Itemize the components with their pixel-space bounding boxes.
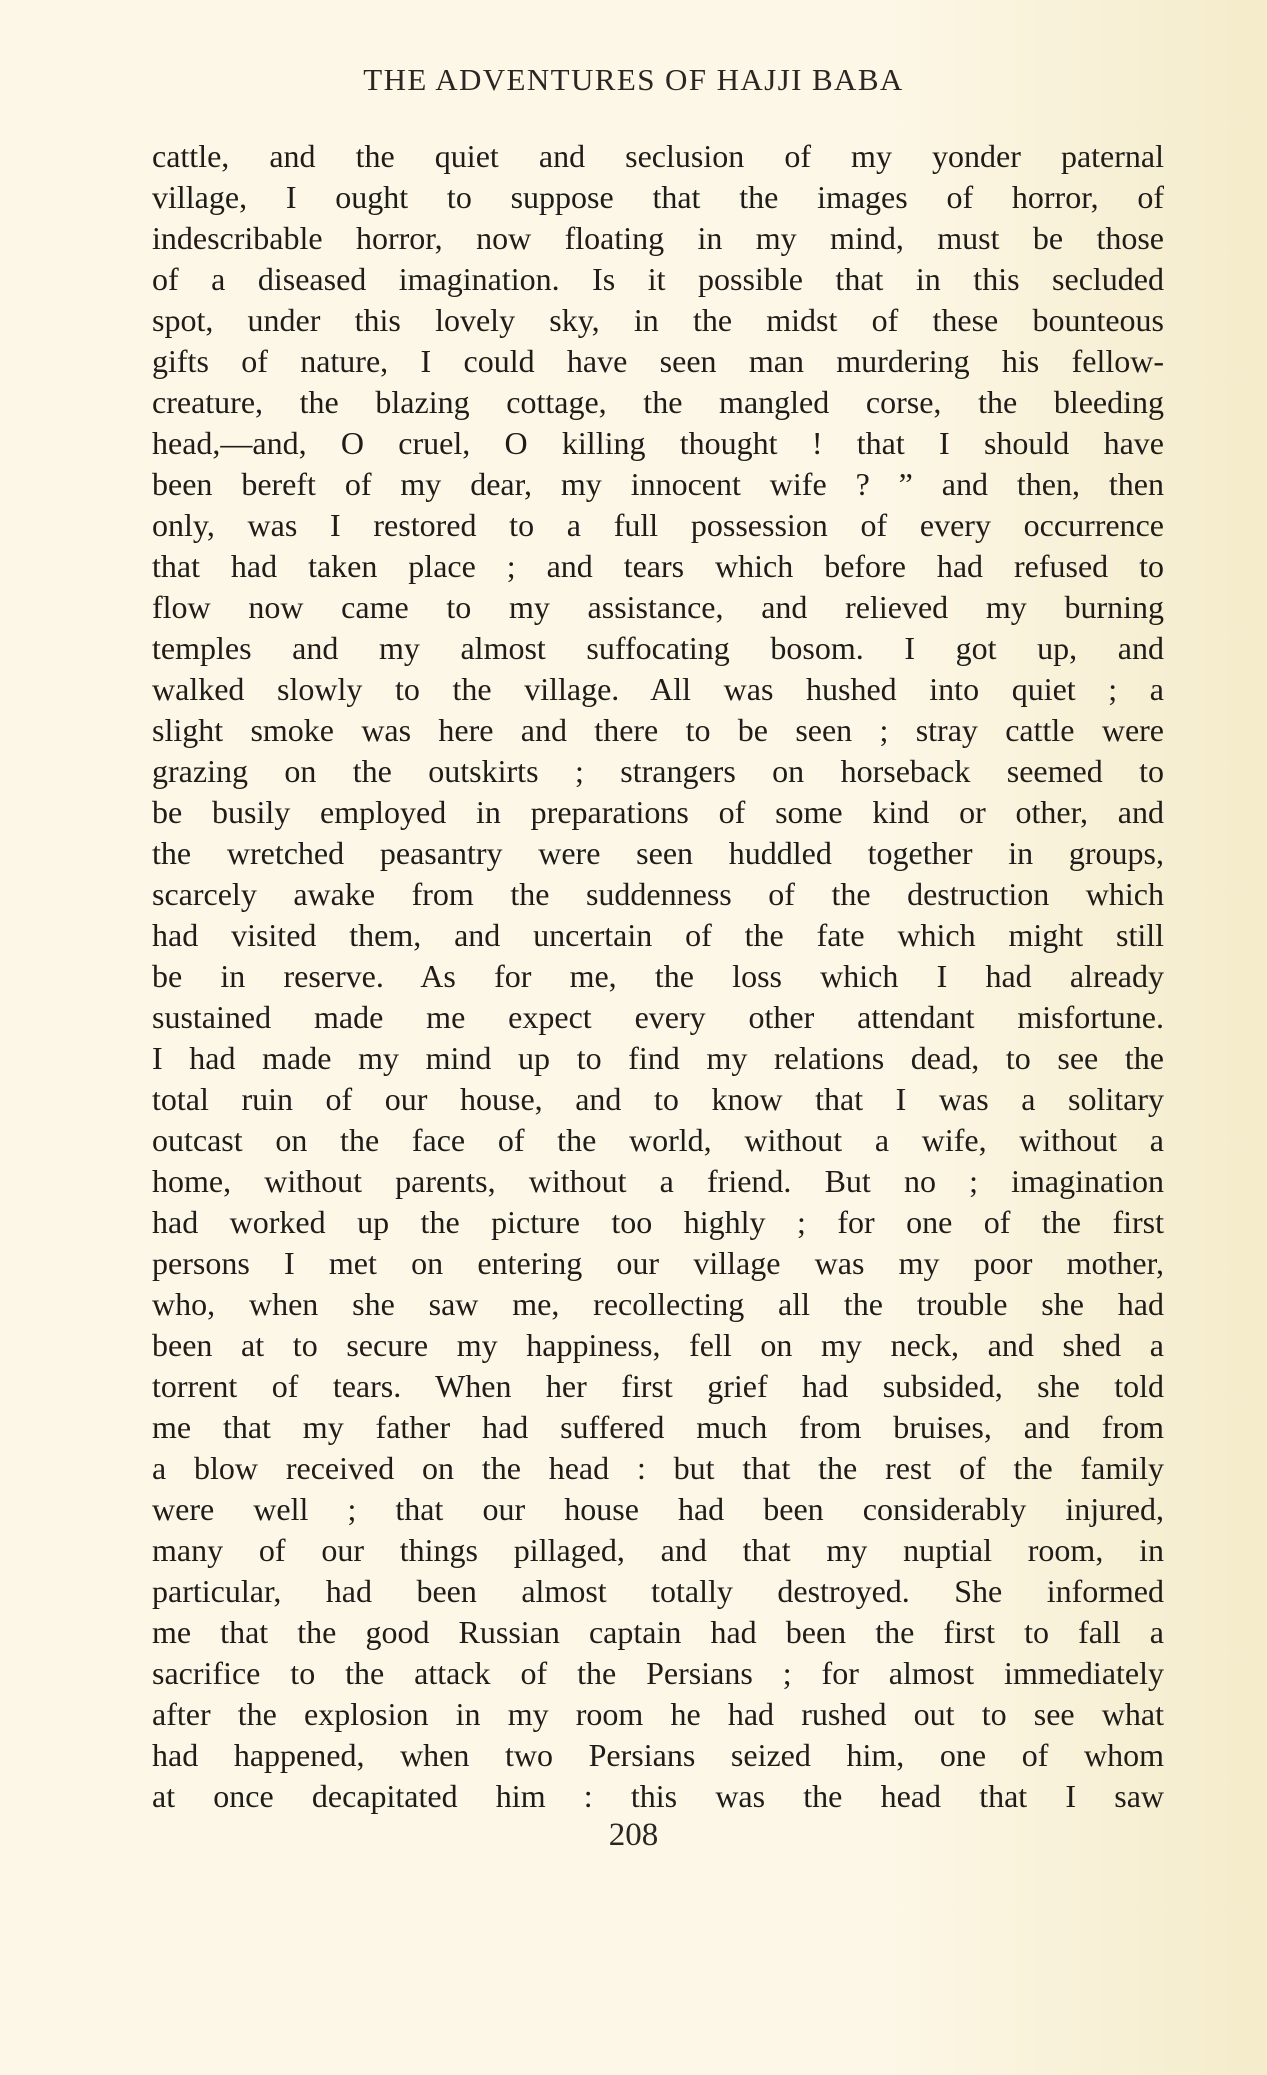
- text-line: who, when she saw me, recollecting all the trouble she had: [152, 1286, 1164, 1322]
- text-line: grazing on the outskirts ; strangers on horseback seemed to: [152, 753, 1164, 789]
- text-line: slight smoke was here and there to be seen ; stray cattle were: [152, 712, 1164, 748]
- text-line: indescribable horror, now floating in my mind, must be those: [152, 220, 1164, 256]
- text-line: creature, the blazing cottage, the mangled corse, the bleeding: [152, 384, 1164, 420]
- text-line: head,—and, O cruel, O killing thought ! that I should have: [152, 425, 1164, 461]
- text-line: many of our things pillaged, and that my nuptial room, in: [152, 1532, 1164, 1568]
- text-line: cattle, and the quiet and seclusion of my yonder paternal: [152, 138, 1164, 174]
- page-number: 208: [608, 1817, 659, 1853]
- text-line: village, I ought to suppose that the images of horror, of: [152, 179, 1164, 215]
- text-line: outcast on the face of the world, without a wife, without a: [152, 1122, 1164, 1158]
- text-line: be in reserve. As for me, the loss which I had already: [152, 958, 1164, 994]
- text-line: had visited them, and uncertain of the fate which might still: [152, 917, 1164, 953]
- text-line: a blow received on the head : but that the rest of the family: [152, 1450, 1164, 1486]
- body-text: [152, 136, 1164, 1817]
- text-line: spot, under this lovely sky, in the midst of these bounteous: [152, 302, 1164, 338]
- text-line: me that my father had suffered much from bruises, and from: [152, 1409, 1164, 1445]
- text-line: had happened, when two Persians seized him, one of whom: [152, 1737, 1164, 1773]
- text-line: walked slowly to the village. All was hushed into quiet ; a: [152, 671, 1164, 707]
- text-line: at once decapitated him : this was the head that I saw: [152, 1778, 1164, 1814]
- text-line: torrent of tears. When her first grief had subsided, she told: [152, 1368, 1164, 1404]
- text-line: persons I met on entering our village was my poor mother,: [152, 1245, 1164, 1281]
- text-line: after the explosion in my room he had rushed out to see what: [152, 1696, 1164, 1732]
- text-line: been at to secure my happiness, fell on my neck, and shed a: [152, 1327, 1164, 1363]
- running-head: THE ADVENTURES OF HAJJI BABA: [363, 62, 904, 97]
- text-line: that had taken place ; and tears which before had refused to: [152, 548, 1164, 584]
- text-line: had worked up the picture too highly ; for one of the first: [152, 1204, 1164, 1240]
- text-line: me that the good Russian captain had been the first to fall a: [152, 1614, 1164, 1650]
- text-line: temples and my almost suffocating bosom. I got up, and: [152, 630, 1164, 666]
- text-line: particular, had been almost totally destroyed. She informed: [152, 1573, 1164, 1609]
- text-line: I had made my mind up to find my relations dead, to see the: [152, 1040, 1164, 1076]
- text-line: of a diseased imagination. Is it possible that in this secluded: [152, 261, 1164, 297]
- text-line: sustained made me expect every other attendant misfortune.: [152, 999, 1164, 1035]
- text-line: been bereft of my dear, my innocent wife ? ” and then, then: [152, 466, 1164, 502]
- text-line: be busily employed in preparations of some kind or other, and: [152, 794, 1164, 830]
- text-line: home, without parents, without a friend. But no ; imagination: [152, 1163, 1164, 1199]
- text-line: flow now came to my assistance, and relieved my burning: [152, 589, 1164, 625]
- text-line: total ruin of our house, and to know that I was a solitary: [152, 1081, 1164, 1117]
- text-line: only, was I restored to a full possession of every occurrence: [152, 507, 1164, 543]
- text-line: sacrifice to the attack of the Persians ; for almost immediately: [152, 1655, 1164, 1691]
- text-line: scarcely awake from the suddenness of the destruction which: [152, 876, 1164, 912]
- text-line: were well ; that our house had been considerably injured,: [152, 1491, 1164, 1527]
- text-line: gifts of nature, I could have seen man murdering his fellow-: [152, 343, 1164, 379]
- text-line: the wretched peasantry were seen huddled together in groups,: [152, 835, 1164, 871]
